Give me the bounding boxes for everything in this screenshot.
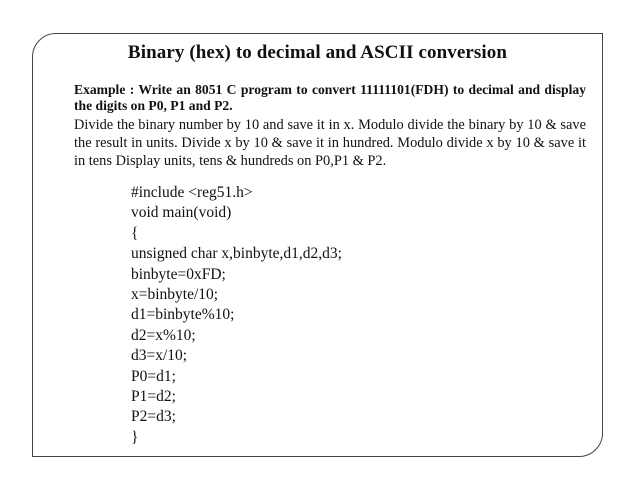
code-line: binbyte=0xFD; (131, 265, 226, 283)
code-line: d1=binbyte%10; (131, 306, 235, 324)
code-line: P1=d2; (131, 387, 176, 405)
code-line: d3=x/10; (131, 347, 188, 365)
slide-title: Binary (hex) to decimal and ASCII conversion (127, 42, 508, 63)
code-line: unsigned char x,binbyte,d1,d2,d3; (131, 245, 342, 263)
code-line: P2=d3; (131, 408, 176, 426)
code-line: void main(void) (131, 204, 232, 222)
code-listing (131, 183, 342, 448)
code-line: #include <reg51.h> (131, 184, 253, 201)
code-line: { (131, 224, 139, 242)
code-line: P0=d1; (131, 367, 176, 385)
example-statement: Example : Write an 8051 C program to convert 11111101(FDH) to decimal and display the digits on P0, P1 and P2. (74, 82, 586, 113)
code-line: } (131, 428, 139, 446)
algorithm-description: Divide the binary number by 10 and save it in x. Modulo divide the binary by 10 & save the result in units. Divide x by 10 & save it in hundred. Modulo divide x by 10 & save it in tens Display units, tens & hundreds on P0,P1 & P2. (74, 117, 586, 169)
code-line: d2=x%10; (131, 326, 196, 344)
code-line: x=binbyte/10; (131, 285, 219, 303)
